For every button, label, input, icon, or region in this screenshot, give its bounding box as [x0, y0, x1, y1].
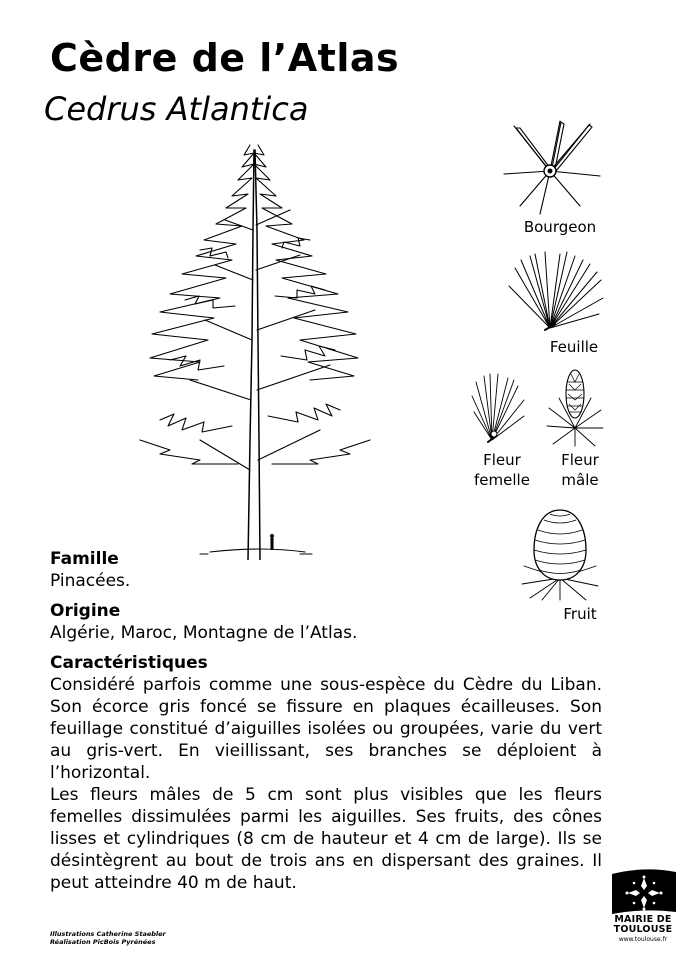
toulouse-cross-flag-icon [608, 868, 680, 916]
logo-url: www.toulouse.fr [618, 936, 668, 943]
fruit-caption: Fruit [563, 605, 597, 623]
caracteristiques-heading: Caractéristiques [50, 653, 208, 673]
female-flower-caption-2: femelle [474, 471, 530, 489]
female-flower-icon [470, 372, 526, 444]
logo-text-line-2: TOULOUSE [613, 924, 673, 935]
male-flower-caption-1: Fleur [561, 451, 599, 469]
caracteristiques-paragraph-2: Les fleurs mâles de 5 cm sont plus visibles que les fleurs femelles dissimulées parmi les aiguilles. Ses fruits, des cônes lisses et cylindriques (8 cm de hauteur et 4 cm de large). Ils se désintègrent au bout de trois ans en dispersant des graines. Il peut atteindre 40 m de haut. [50, 785, 602, 893]
origine-heading: Origine [50, 601, 121, 621]
famille-text: Pinacées. [50, 571, 131, 591]
credit-production: Réalisation PicBois Pyrénées [50, 938, 156, 946]
female-flower-caption-1: Fleur [483, 451, 521, 469]
credits [50, 930, 166, 946]
male-flower-icon [545, 368, 605, 448]
cone-fruit-icon [520, 506, 600, 602]
credit-illustrations: Illustrations Catherine Staebler [50, 930, 166, 938]
logo-text-line-1: MAIRIE DE [614, 914, 672, 925]
bud-icon [500, 116, 604, 216]
leaf-cluster-icon [505, 250, 605, 332]
origine-text: Algérie, Maroc, Montagne de l’Atlas. [50, 623, 358, 643]
bud-caption: Bourgeon [523, 218, 597, 236]
scientific-name: Cedrus Atlantica [44, 90, 309, 128]
page-title: Cèdre de l’Atlas [50, 36, 400, 80]
leaf-caption: Feuille [549, 338, 599, 356]
caracteristiques-paragraph-1: Considéré parfois comme une sous-espèce du Cèdre du Liban. Son écorce gris foncé se fissure en plaques écailleuses. Son feuillage constitué d’aiguilles isolées ou groupées, varie du vert au gris-vert. En vieillissant, ses branches se déploient à l’horizontal. [50, 675, 602, 783]
male-flower-caption-2: mâle [561, 471, 599, 489]
caracteristiques-body [50, 674, 602, 894]
cedar-tree-icon [100, 140, 410, 560]
famille-heading: Famille [50, 549, 119, 569]
